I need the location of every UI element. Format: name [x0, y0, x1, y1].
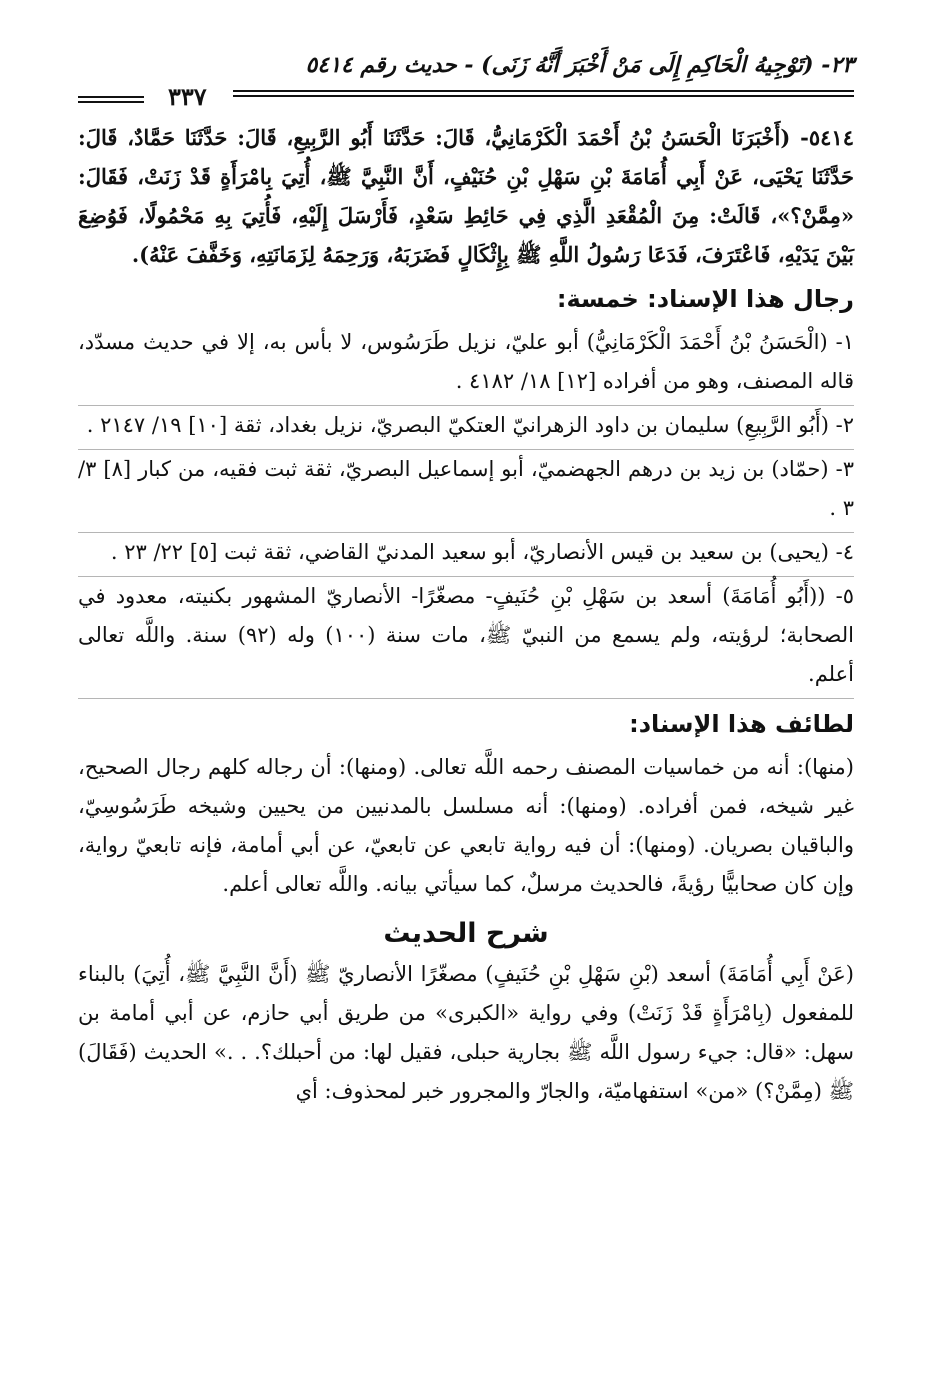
narrators-heading: رجال هذا الإسناد: خمسة: [556, 285, 854, 313]
header-rule [233, 90, 854, 97]
hadith-text: ٥٤١٤- (أَخْبَرَنَا الْحَسَنُ بْنُ أَحْمَدَ الْكَرْمَانِيُّ، قَالَ: حَدَّثَنَا أَبُو الرَّبِيعِ، قَالَ: حَدَّثَنَا حَمَّادٌ، قَالَ: حَدَّثَنَا يَحْيَى، عَنْ أَبِي أُمَامَةَ بْنِ سَهْلِ بْنِ حُنَيْفٍ، أَنَّ النَّبِيَّ ﷺ، أُتِيَ بِامْرَأَةٍ قَدْ زَنَتْ، فَقَالَ: «مِمَّنْ؟»، قَالَتْ: مِنَ الْمُقْعَدِ الَّذِي فِي حَائِطِ سَعْدٍ، فَأَرْسَلَ إِلَيْهِ، فَأُتِيَ بِهِ مَحْمُولًا، فَوُضِعَ بَيْنَ يَدَيْهِ، فَاعْتَرَفَ، فَدَعَا رَسُولُ اللَّهِ ﷺ بِإِثْكَالٍ فَضَرَبَهُ، وَرَحِمَهُ لِزَمَانَتِهِ، وَخَفَّفَ عَنْهُ). [78, 125, 854, 267]
narrator-item: ٤- (يحيى) بن سعيد بن قيس الأنصاريّ، أبو سعيد المدنيّ القاضي، ثقة ثبت [٥] ٢٢/ ٢٣ . [78, 533, 854, 577]
narrator-item: ٥- ((أَبُو أُمَامَةَ) أسعد بن سَهْلِ بْنِ حُنَيفٍ- مصغّرًا- الأنصاريّ المشهور بكنيته، معدود في الصحابة؛ لرؤيته، ولم يسمع من النبيّ ﷺ، مات سنة (١٠٠) وله (٩٢) سنة. واللَّه تعالى أعلم. [78, 577, 854, 699]
page-body [78, 118, 854, 1111]
running-head: ٢٣- (تَوْجِيهُ الْحَاكِمِ إِلَى مَنْ أَخْبَرَ أَنَّهُ زَنَى) - حديث رقم ٥٤١٤ [305, 52, 854, 78]
subtleties-heading: لطائف هذا الإسناد: [629, 710, 854, 738]
narrator-item: ٣- (حمّاد) بن زيد بن درهم الجهضميّ، أبو إسماعيل البصريّ، ثقة ثبت فقيه، من كبار [٨] ٣/ ٣ . [78, 450, 854, 533]
subtleties-text: (منها): أنه من خماسيات المصنف رحمه اللَّه تعالى. (ومنها): أن رجاله كلهم رجال الصحيح، غير شيخه، فمن أفراده. (ومنها): أنه مسلسل بالمدنيين من يحيين وشيخه طَرَسُوسِيّ، والباقيان بصريان. (ومنها): أن فيه رواية تابعي عن تابعيّ، عن أبي أمامة، فإنه تابعيّ رواية، وإن كان صحابيًّا رؤيةً، فالحديث مرسلٌ، كما سيأتي بيانه. واللَّه تعالى أعلم. [78, 755, 854, 896]
page-number: ٣٣٧ [168, 82, 207, 111]
commentary-heading: شرح الحديث [383, 918, 549, 949]
page-header [78, 52, 854, 111]
header-rule-left [78, 96, 144, 103]
narrator-item: ٢- (أَبُو الرَّبِيعِ) سليمان بن داود الزهرانيّ العتكيّ البصريّ، نزيل بغداد، ثقة [١٠] ١٩/ ٢١٤٧ . [78, 406, 854, 450]
narrator-item: ١- (الْحَسَنُ بْنُ أَحْمَدَ الْكَرْمَانِيُّ) أبو عليّ، نزيل طَرَسُوس، لا بأس به، إلا في حديث مسدّد، قاله المصنف، وهو من أفراده [١٢] ١٨/ ٤١٨٢ . [78, 323, 854, 406]
commentary-text: (عَنْ أَبِي أُمَامَةَ) أسعد (بْنِ سَهْلِ بْنِ حُنَيفٍ) مصغّرًا الأنصاريّ ﷺ (أَنَّ النَّبِيَّ ﷺ، أُتِيَ) بالبناء للمفعول (بِامْرَأَةٍ قَدْ زَنَتْ) وفي رواية «الكبرى» من طريق أبي حازم، عن أبي أمامة بن سهل: «قال: جيء رسول اللَّه ﷺ بجارية حبلى، فقيل لها: من أحبلك؟. . .» الحديث (فَقَالَ) ﷺ (مِمَّنْ؟) «من» استفهاميّة، والجارّ والمجرور خبر لمحذوف: أي [78, 962, 854, 1103]
